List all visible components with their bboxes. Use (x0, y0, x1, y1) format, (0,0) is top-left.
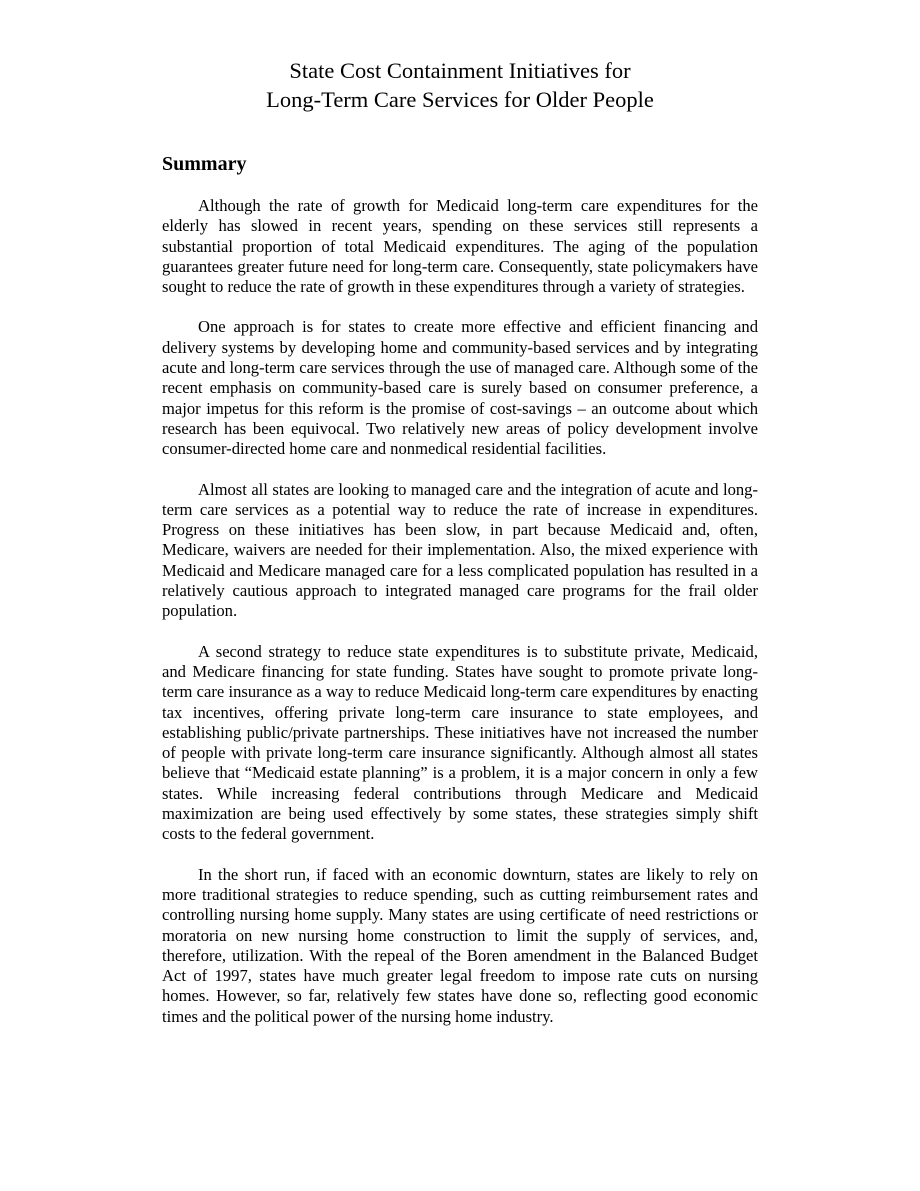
paragraph-3: Almost all states are looking to managed care and the integration of acute and long-term care services as a potential way to reduce the rate of increase in expenditures. Progress on these initiatives has been slow, in part because Medicaid and, often, Medicare, waivers are needed for their implementation. Also, the mixed experience with Medicaid and Medicare managed care for a less complicated population has resulted in a relatively cautious approach to integrated managed care programs for the frail older population. (162, 479, 758, 621)
summary-heading: Summary (162, 153, 247, 175)
title-line-1: State Cost Containment Initiatives for (289, 58, 631, 83)
document-title (0, 56, 920, 114)
paragraph-5: In the short run, if faced with an economic downturn, states are likely to rely on more traditional strategies to reduce spending, such as cutting reimbursement rates and controlling nursing home supply. Many states are using certificate of need restrictions or moratoria on new nursing home construction to limit the supply of services, and, therefore, utilization. With the repeal of the Boren amendment in the Balanced Budget Act of 1997, states have much greater legal freedom to impose rate cuts on nursing homes. However, so far, relatively few states have done so, reflecting good economic times and the political power of the nursing home industry. (162, 864, 758, 1026)
paragraph-4: A second strategy to reduce state expenditures is to substitute private, Medicaid, and Medicare financing for state funding. States have sought to promote private long-term care insurance as a way to reduce Medicaid long-term care expenditures by enacting tax incentives, offering private long-term care insurance to state employees, and establishing public/private partnerships. These initiatives have not increased the number of people with private long-term care insurance significantly. Although almost all states believe that “Medicaid estate planning” is a problem, it is a major concern in only a few states. While increasing federal contributions through Medicare and Medicaid maximization are being used effectively by some states, these strategies simply shift costs to the federal government. (162, 641, 758, 844)
paragraph-2: One approach is for states to create more effective and efficient financing and delivery systems by developing home and community-based services and by integrating acute and long-term care services through the use of managed care. Although some of the recent emphasis on community-based care is surely based on consumer preference, a major impetus for this reform is the promise of cost-savings – an outcome about which research has been equivocal. Two relatively new areas of policy development involve consumer-directed home care and nonmedical residential facilities. (162, 317, 758, 459)
paragraph-1: Although the rate of growth for Medicaid long-term care expenditures for the elderly has slowed in recent years, spending on these services still represents a substantial proportion of total Medicaid expenditures. The aging of the population guarantees greater future need for long-term care. Consequently, state policymakers have sought to reduce the rate of growth in these expenditures through a variety of strategies. (162, 196, 758, 297)
summary-body (162, 196, 758, 1047)
title-line-2: Long-Term Care Services for Older People (266, 87, 654, 112)
